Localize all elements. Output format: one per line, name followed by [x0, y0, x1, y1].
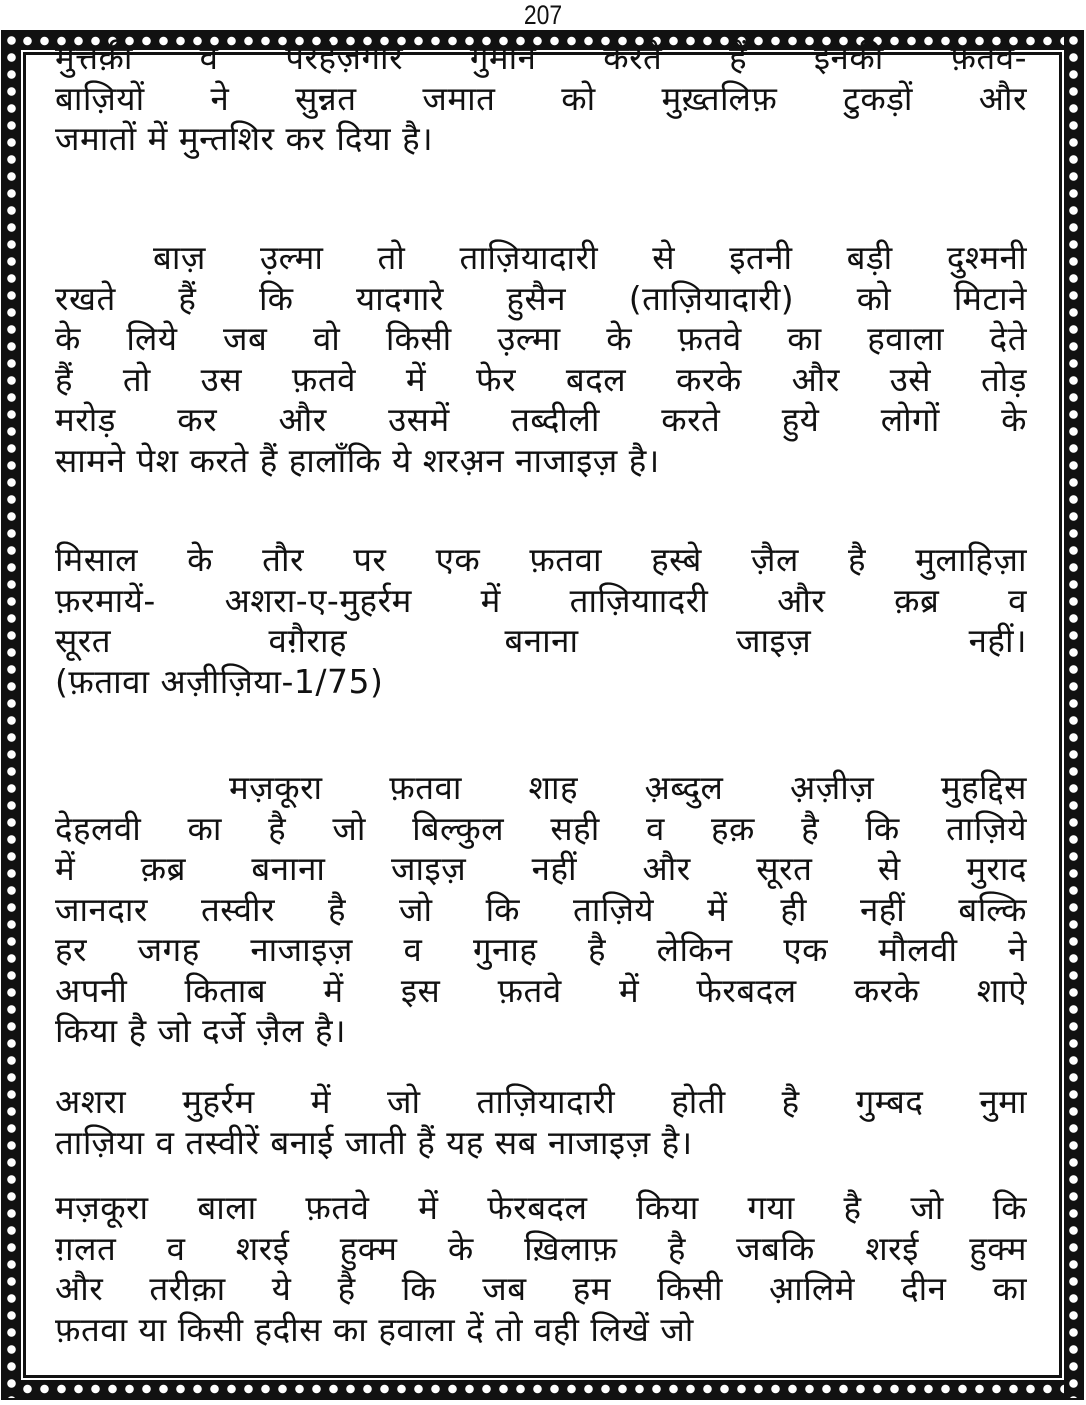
text-line: मुत्तक़ी व परहेज़गार गुमान करते हैं इनकी फ़तवे- — [55, 38, 1027, 77]
star-border-right — [1064, 32, 1083, 1398]
text-line: हर जगह नाजाइज़ व गुनाह है लेकिन एक मौलवी ने — [55, 930, 1027, 969]
text-line: अपनी किताब में इस फ़तवे में फेरबदल करके शाऐ — [55, 970, 1027, 1010]
text-line: सामने पेश करते हैं हालाँकि ये शरअ़न नाजाइज़ है। — [55, 440, 660, 480]
text-line: मज़कूरा फ़तवा शाह अ़ब्दुल अ़ज़ीज़ मुहद्दिस — [229, 768, 1027, 807]
text-line: में क़ब्र बनाना जाइज़ नहीं और सूरत से मुराद — [55, 849, 1027, 888]
paragraph — [55, 238, 1027, 481]
text-line: ताज़िया व तस्वीरें बनाई जाती हैं यह सब नाजाइज़ है। — [55, 1122, 693, 1162]
text-line: के लिये जब वो किसी उ़ल्मा के फ़तवे का हवाला देते — [55, 319, 1027, 358]
text-line: फ़रमायें- अशरा-ए-मुहर्रम में ताज़ियाादरी और क़ब्र व — [55, 580, 1027, 620]
paragraph — [55, 768, 1027, 1052]
text-line: और तरीक़ा ये है कि जब हम किसी आ़लिमे दीन का — [55, 1269, 1027, 1308]
text-line: बाज़ उ़ल्मा तो ताज़ियादारी से इतनी बड़ी दुश्मनी — [153, 238, 1027, 277]
text-line: किया है जो दर्जे ज़ैल है। — [55, 1011, 346, 1050]
text-line: फ़तवा या किसी हदीस का हवाला दें तो वही लिखें जो — [55, 1309, 694, 1349]
text-line: सूरत वग़ैराह बनाना जाइज़ नहीं। — [55, 621, 1027, 660]
star-border-bottom — [2, 1380, 1083, 1398]
text-line: मिसाल के तौर पर एक फ़तवा हस्बे ज़ैल है मुलाहिज़ा — [55, 540, 1027, 579]
text-line: रखते हैं कि यादगारे हुसैन (ताज़ियादारी) को मिटाने — [55, 278, 1027, 318]
text-line: जमातों में मुन्तशिर कर दिया है। — [55, 119, 434, 158]
text-line: हैं तो उस फ़तवे में फेर बदल करके और उसे तोड़ — [55, 359, 1027, 399]
text-line: बाज़ियों ने सुन्नत जमात को मुख़्तलिफ़ टुकड़ों और — [55, 78, 1027, 118]
text-line: देहलवी का है जो बिल्कुल सही व हक़ है कि ताज़िये — [55, 808, 1027, 848]
paragraph — [55, 38, 1027, 160]
paragraph — [55, 540, 1027, 702]
paragraph — [55, 1188, 1027, 1350]
text-line: ग़लत व शरई हुक्म के ख़िलाफ़ है जबकि शरई हुक्म — [55, 1228, 1027, 1268]
paragraph — [55, 1082, 1027, 1163]
text-line: मज़कूरा बाला फ़तवे में फेरबदल किया गया है जो कि — [55, 1188, 1027, 1227]
text-line: जानदार तस्वीर है जो कि ताज़िये में ही नहीं बल्कि — [55, 889, 1027, 929]
page-number: 207 — [523, 0, 563, 30]
text-line: अशरा मुहर्रम में जो ताज़ियादारी होती है गुम्बद नुमा — [55, 1082, 1027, 1121]
text-line: मरोड़ कर और उसमें तब्दीली करते हुये लोगों के — [55, 400, 1027, 439]
star-border-left — [2, 32, 21, 1398]
text-line: (फ़तावा अज़ीज़िया-1/75) — [55, 661, 384, 701]
